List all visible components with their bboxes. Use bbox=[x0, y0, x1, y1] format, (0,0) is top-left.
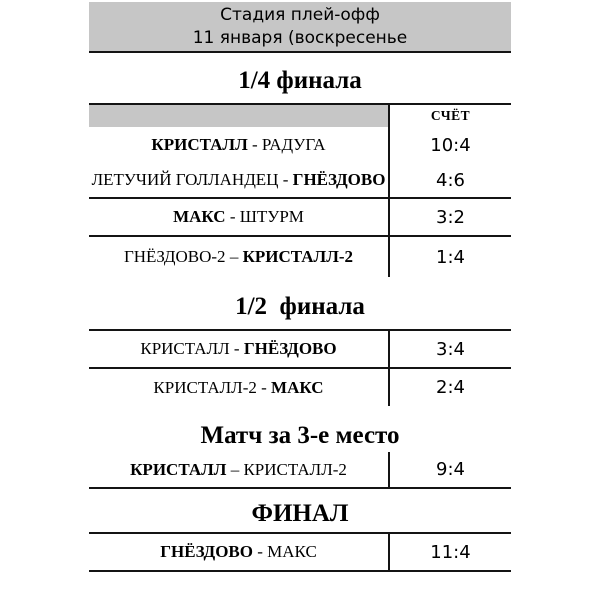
playoff-sheet bbox=[89, 0, 511, 572]
stage-title: Стадия плей-офф bbox=[220, 5, 380, 25]
empty-header-cell bbox=[89, 105, 388, 127]
separator: - bbox=[225, 207, 240, 226]
match-row bbox=[89, 331, 511, 369]
match-row bbox=[89, 452, 511, 489]
separator: - bbox=[256, 377, 272, 397]
teams-cell bbox=[89, 534, 388, 570]
team2-name: МАКС bbox=[271, 377, 324, 397]
match-row bbox=[89, 127, 511, 163]
match-row bbox=[89, 199, 511, 237]
team2-name: ГНЁЗДОВО bbox=[243, 339, 337, 358]
section-title-quarterfinal: 1/4 финала bbox=[238, 67, 362, 94]
team1-name: КРИСТАЛЛ-2 bbox=[153, 377, 257, 397]
section-title-final: ФИНАЛ bbox=[251, 500, 349, 527]
separator: - bbox=[247, 135, 262, 154]
score-column-header: СЧЁТ bbox=[388, 105, 511, 127]
section-title-third-place: Матч за 3-е место bbox=[200, 422, 400, 449]
team2-name: КРИСТАЛЛ-2 bbox=[243, 459, 347, 479]
semifinal-table bbox=[89, 329, 511, 406]
team1-name: КРИСТАЛЛ bbox=[151, 135, 248, 154]
match-row bbox=[89, 534, 511, 572]
teams-cell bbox=[89, 199, 388, 235]
section-title-semifinal: 1/2 финала bbox=[235, 293, 365, 320]
separator: – bbox=[225, 247, 243, 266]
team1-name: ЛЕТУЧИЙ ГОЛЛАНДЕЦ bbox=[91, 170, 279, 189]
teams-cell bbox=[89, 369, 388, 406]
team1-name: КРИСТАЛЛ bbox=[140, 339, 230, 358]
table-header-row bbox=[89, 105, 511, 127]
team1-name: КРИСТАЛЛ bbox=[130, 459, 227, 479]
team2-name: ШТУРМ bbox=[239, 207, 304, 226]
final-table bbox=[89, 532, 511, 572]
teams-cell bbox=[89, 331, 388, 367]
teams-cell bbox=[89, 237, 388, 277]
teams-cell bbox=[89, 127, 388, 163]
teams-cell bbox=[89, 163, 388, 197]
match-row bbox=[89, 369, 511, 406]
team1-name: ГНЁЗДОВО bbox=[160, 542, 253, 561]
separator: - bbox=[278, 170, 293, 189]
team2-name: МАКС bbox=[267, 542, 317, 561]
score-cell: 2:4 bbox=[388, 369, 511, 406]
quarterfinal-table bbox=[89, 103, 511, 277]
score-cell: 3:2 bbox=[388, 199, 511, 235]
score-cell: 1:4 bbox=[388, 237, 511, 277]
score-cell: 3:4 bbox=[388, 331, 511, 367]
tournament-stage-header bbox=[89, 2, 511, 53]
stage-date: 11 января (воскресенье bbox=[192, 28, 408, 48]
match-row bbox=[89, 163, 511, 199]
match-row bbox=[89, 237, 511, 277]
team2-name: РАДУГА bbox=[261, 135, 326, 154]
separator: – bbox=[226, 459, 244, 479]
team1-name: ГНЁЗДОВО-2 bbox=[123, 247, 226, 266]
score-cell: 4:6 bbox=[388, 163, 511, 197]
third-place-table bbox=[89, 452, 511, 489]
score-cell: 9:4 bbox=[388, 452, 511, 487]
teams-cell bbox=[89, 452, 388, 487]
team2-name: ГНЁЗДОВО bbox=[292, 170, 386, 189]
team2-name: КРИСТАЛЛ-2 bbox=[242, 247, 354, 266]
team1-name: МАКС bbox=[173, 207, 226, 226]
score-cell: 11:4 bbox=[388, 534, 511, 570]
separator: - bbox=[229, 339, 244, 358]
separator: - bbox=[252, 542, 268, 561]
score-cell: 10:4 bbox=[388, 127, 511, 163]
